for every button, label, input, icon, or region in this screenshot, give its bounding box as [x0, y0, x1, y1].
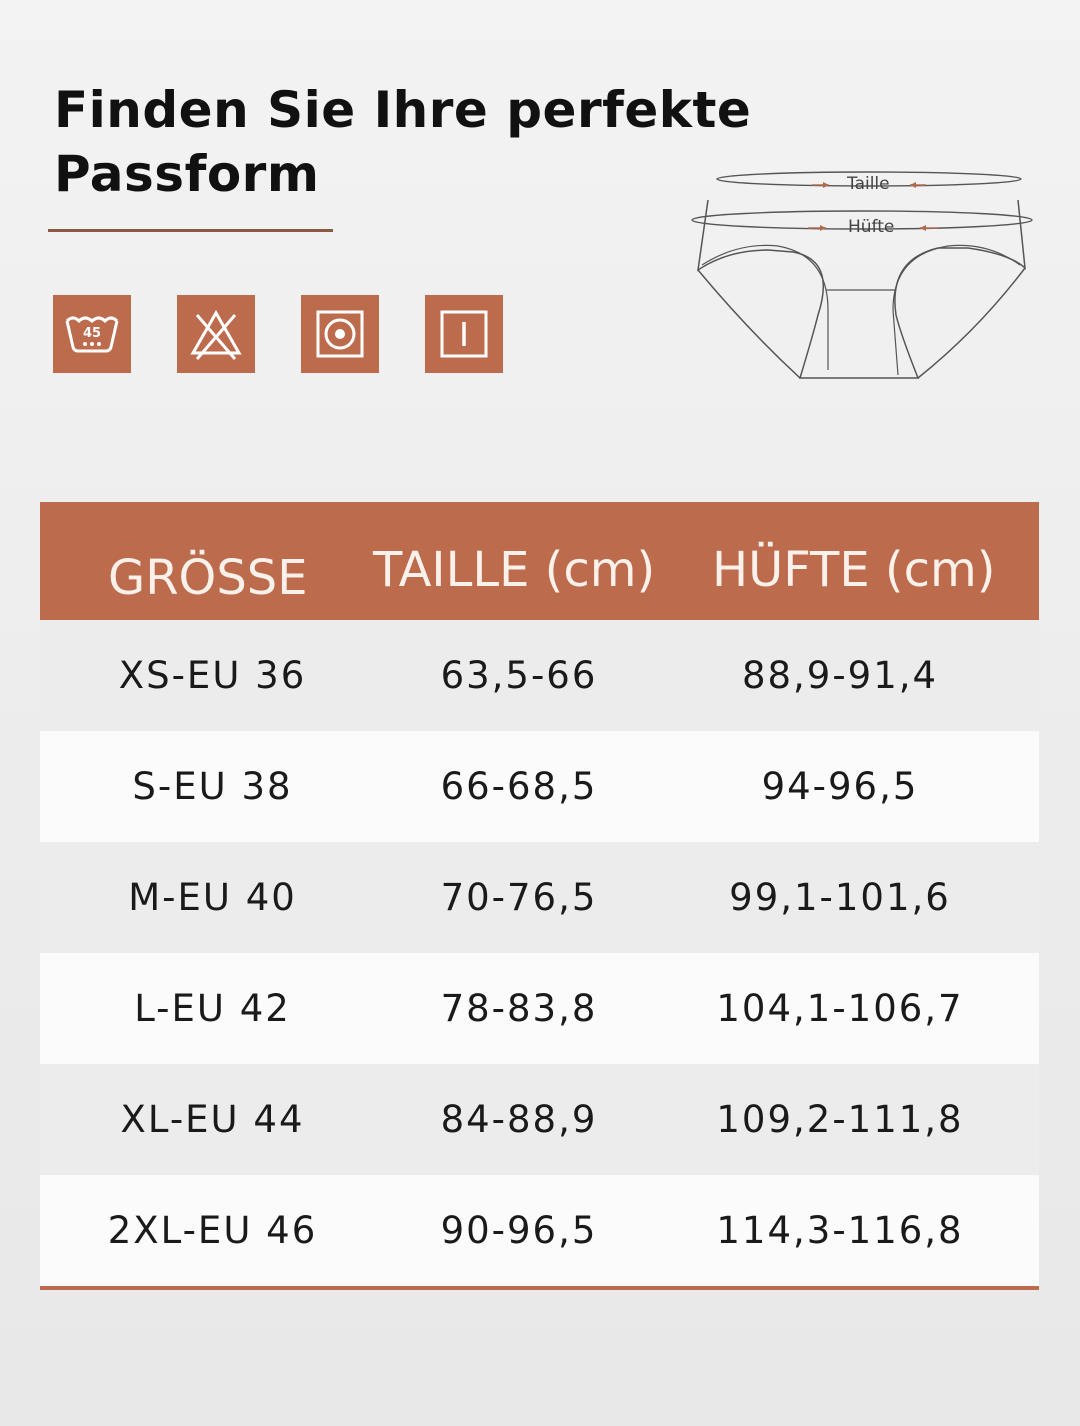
size-cell: XL-EU 44 [120, 1098, 305, 1141]
table-row [40, 842, 1039, 953]
header-size: GRÖSSE [108, 550, 308, 606]
header-waist: TAILLE (cm) [373, 542, 656, 598]
size-cell: M-EU 40 [128, 876, 297, 919]
hip-cell: 88,9-91,4 [741, 654, 939, 697]
hip-cell: 114,3-116,8 [716, 1209, 964, 1252]
iron-icon [425, 295, 503, 373]
wash-temp-label: 45 [82, 326, 102, 341]
no-bleach-icon [177, 295, 255, 373]
table-bottom-rule [40, 1286, 1039, 1290]
title-line-1: Finden Sie Ihre perfekte [54, 81, 752, 139]
waist-cell: 70-76,5 [440, 876, 598, 919]
title-underline [48, 229, 333, 232]
hip-cell: 99,1-101,6 [729, 876, 951, 919]
size-cell: S-EU 38 [132, 765, 293, 808]
waist-cell: 66-68,5 [440, 765, 598, 808]
tumble-dry-icon [301, 295, 379, 373]
table-row [40, 1064, 1039, 1175]
hip-cell: 94-96,5 [761, 765, 919, 808]
table-row [40, 620, 1039, 731]
care-icons [53, 295, 549, 373]
waist-cell: 63,5-66 [440, 654, 598, 697]
table-row [40, 731, 1039, 842]
table-row [40, 953, 1039, 1064]
waist-cell: 90-96,5 [440, 1209, 598, 1252]
wash-45-icon [53, 295, 131, 373]
title-line-2: Passform [54, 145, 320, 203]
waist-cell: 84-88,9 [440, 1098, 598, 1141]
waist-label: Taille [847, 174, 890, 194]
size-cell: L-EU 42 [134, 987, 291, 1030]
size-cell: XS-EU 36 [118, 654, 307, 697]
brief-outline-icon [688, 160, 1040, 390]
hip-cell: 104,1-106,7 [716, 987, 964, 1030]
hip-label: Hüfte [848, 217, 895, 237]
size-table-header [40, 502, 1039, 620]
size-table [40, 502, 1039, 1290]
size-cell: 2XL-EU 46 [107, 1209, 318, 1252]
waist-cell: 78-83,8 [440, 987, 598, 1030]
brief-diagram [688, 160, 1040, 390]
table-row [40, 1175, 1039, 1286]
page-title [54, 78, 751, 206]
header-hip: HÜFTE (cm) [712, 542, 996, 598]
hip-cell: 109,2-111,8 [716, 1098, 964, 1141]
